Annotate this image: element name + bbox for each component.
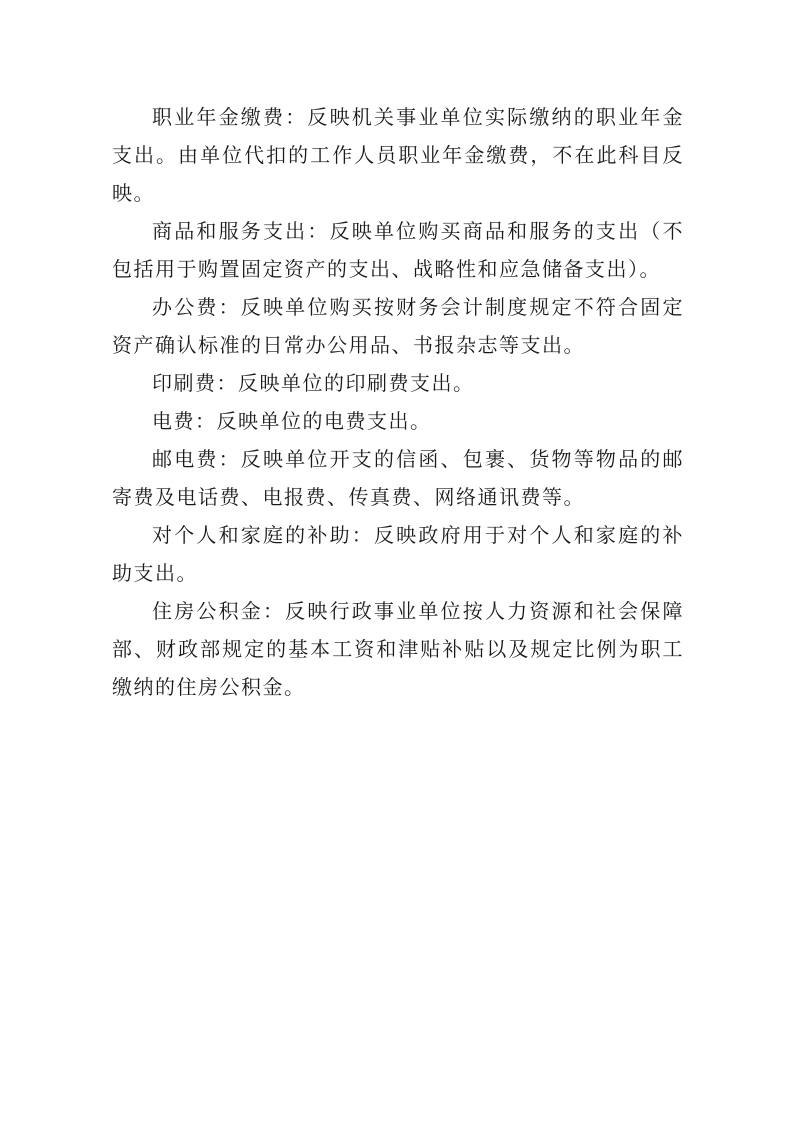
term-label: 邮电费: [152, 447, 219, 471]
paragraph-office-expenses: [112, 288, 684, 364]
term-label: 电费: [152, 409, 195, 433]
term-label: 职业年金缴费: [152, 105, 286, 129]
document-body: [112, 98, 684, 706]
paragraph-housing-provident-fund: [112, 592, 684, 706]
term-definition: ：反映单位购买按财务会计制度规定不符合固定资产确认标准的日常办公用品、书报杂志等支出。: [112, 295, 685, 357]
term-definition: ：反映单位购买商品和服务的支出（不包括用于购置固定资产的支出、战略性和应急储备支出）。: [112, 219, 685, 281]
term-definition: ：反映单位开支的信函、包裹、货物等物品的邮寄费及电话费、电报费、传真费、网络通讯费等。: [112, 447, 685, 509]
term-label: 商品和服务支出: [152, 219, 308, 243]
paragraph-electricity-expenses: [112, 402, 684, 440]
term-label: 办公费: [152, 295, 219, 319]
term-label: 印刷费: [152, 371, 217, 395]
term-definition: ：反映行政事业单位按人力资源和社会保障部、财政部规定的基本工资和津贴补贴以及规定比例为职工缴纳的住房公积金。: [112, 599, 685, 699]
paragraph-household-subsidies: [112, 516, 684, 592]
term-label: 住房公积金: [152, 599, 263, 623]
term-definition: ：反映单位的电费支出。: [195, 409, 432, 433]
paragraph-occupational-annuity: [112, 98, 684, 212]
term-label: 对个人和家庭的补助: [152, 523, 352, 547]
term-definition: ：反映机关事业单位实际缴纳的职业年金支出。由单位代扣的工作人员职业年金缴费，不在此科目反映。: [112, 105, 685, 205]
paragraph-goods-and-services: [112, 212, 684, 288]
paragraph-postal-telecom-expenses: [112, 440, 684, 516]
term-definition: ：反映单位的印刷费支出。: [216, 371, 475, 395]
paragraph-printing-expenses: [112, 364, 684, 402]
term-definition: ：反映政府用于对个人和家庭的补助支出。: [112, 523, 685, 585]
